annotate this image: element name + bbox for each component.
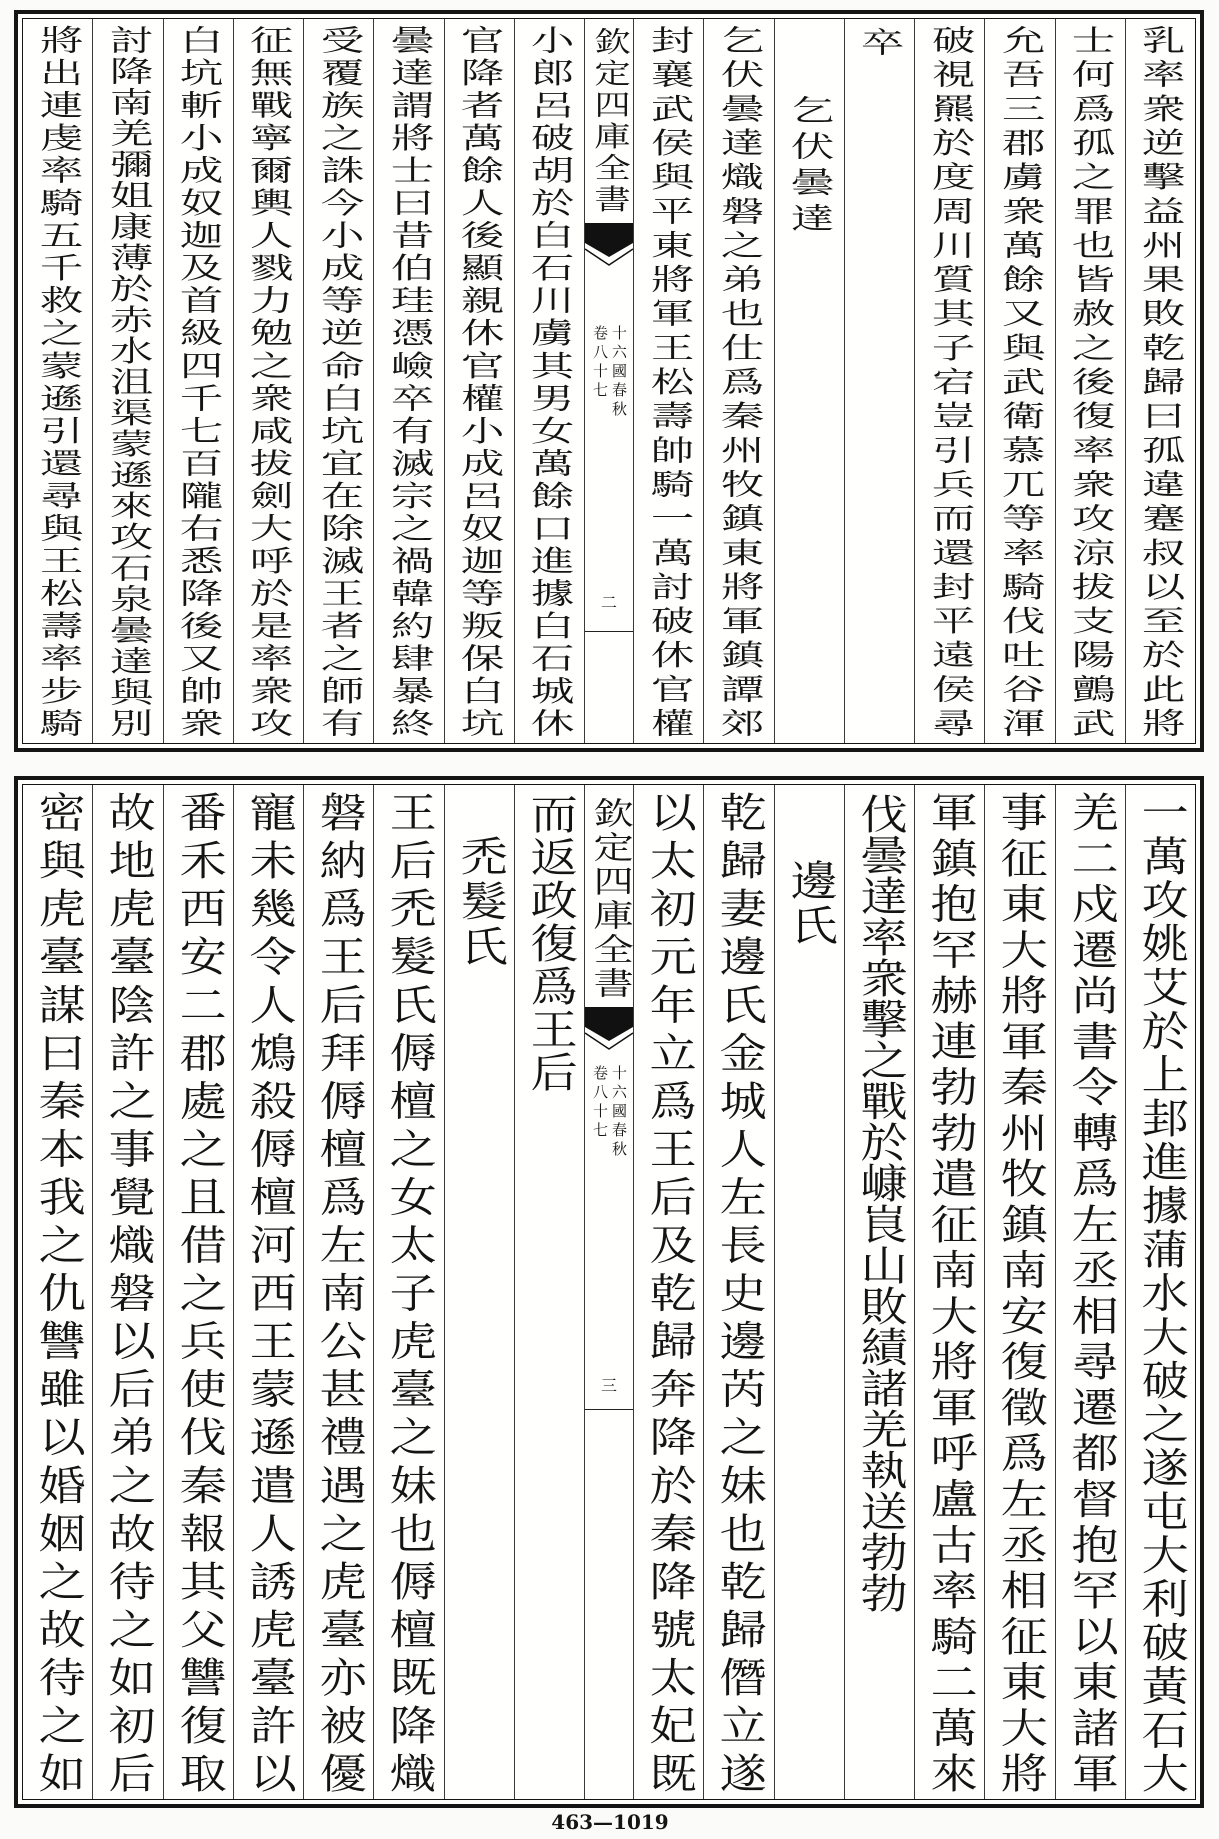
column-text: 一萬攻姚艾於上邽進據蒲水大破之遂屯大利破黃石大: [1133, 791, 1189, 1793]
text-column: [373, 785, 443, 1799]
column-text: 小郎呂破胡於白石川虜其男女萬餘口進據白石城休: [525, 25, 577, 737]
column-text: 磐納爲王后拜傉檀爲左南公甚禮遇之虎臺亦被優: [311, 791, 367, 1793]
column-text: 將出連虔率騎五千救之蒙遜引還尋與王松壽率步騎: [33, 25, 85, 737]
text-column: [984, 19, 1054, 743]
text-column: [163, 19, 233, 743]
heading-column: [444, 785, 514, 1799]
fold-volume: 卷八十七: [591, 325, 609, 401]
text-column: [233, 785, 303, 1799]
leaf-inner-frame: [22, 784, 1196, 1800]
short-text-column: [514, 785, 584, 1799]
section-heading: 乞伏曇達: [785, 95, 837, 239]
column-text: 事征東大將軍秦州牧鎮南安復徵爲左丞相征東大將: [992, 791, 1049, 1793]
text-column: [1055, 19, 1125, 743]
text-column: [514, 19, 584, 743]
text-column: [23, 19, 92, 743]
text-column: [703, 785, 773, 1799]
column-text: 番禾西安二郡處之且借之兵使伐秦報其父讐復取: [171, 791, 227, 1793]
text-column: [92, 19, 162, 743]
column-text: 乳率衆逆擊益州果敗乾歸曰孤違蹇叔以至於此將: [1136, 25, 1188, 737]
text-column: [373, 19, 443, 743]
column-text: 卒: [855, 27, 907, 56]
text-column: [633, 785, 703, 1799]
section-heading: 禿髮氏: [452, 835, 508, 970]
column-text: 受覆族之誅今小成等逆命白坑宜在除滅王者之師有: [314, 25, 366, 737]
short-text-column: [844, 785, 914, 1799]
text-column: [92, 785, 162, 1799]
column-text: 官降者萬餘人後顯親休官權小成呂奴迦等叛保白坑: [455, 25, 507, 737]
text-column: [23, 785, 92, 1799]
fold-work-title: 十六國春秋: [610, 325, 628, 420]
fish-tail-mark: [585, 223, 633, 269]
column-text: 曇達謂將士曰昔伯珪憑嶮卒有滅宗之禍韓約肆暴終: [384, 25, 436, 737]
heading-column: [774, 19, 844, 743]
fold-bottom-rule: [585, 631, 633, 632]
fold-book-title: 欽定四庫全書: [588, 27, 632, 216]
column-text: 封襄武侯與平東將軍王松壽帥騎一萬討破休官權: [644, 25, 696, 737]
column-text: 王后禿髮氏傉檀之女太子虎臺之妹也傉檀既降熾: [381, 791, 438, 1793]
column-text: 征無戰寧爾輿人戮力勉之衆咸拔劍大呼於是率衆攻: [244, 25, 296, 737]
column-text: 伐曇達率衆擊之戰於嵻峎山敗績諸羌執送勃勃: [852, 793, 908, 1613]
center-fold: [584, 19, 633, 743]
column-text: 討降南羌彌姐康薄於赤水沮渠蒙遜來攻石泉曇達與別: [103, 25, 155, 737]
text-column: [1055, 785, 1125, 1799]
column-text: 以太初元年立爲王后及乾歸奔降於秦降號太妃既: [641, 791, 697, 1793]
text-column: [303, 19, 373, 743]
leaf-inner-frame: [22, 18, 1196, 744]
text-column: [444, 19, 514, 743]
column-text: 羌二戍遷尚書令轉爲左丞相尋遷都督抱罕以東諸軍: [1063, 791, 1119, 1793]
heading-column: [774, 785, 844, 1799]
fish-tail-mark: [585, 1007, 633, 1053]
short-text-column: [844, 19, 914, 743]
fold-work-title: 十六國春秋: [610, 1065, 628, 1160]
text-column: [914, 19, 984, 743]
section-heading: 邊氏: [782, 859, 838, 949]
book-leaf-top: [14, 10, 1204, 752]
fold-bottom-rule: [585, 1409, 633, 1410]
column-text: 而返政復爲王后: [522, 793, 578, 1094]
fold-leaf-number: 三: [600, 1376, 617, 1395]
column-text: 乾歸妻邊氏金城人左長史邊芮之妹也乾歸僭立遂: [711, 791, 768, 1793]
text-column: [633, 19, 703, 743]
column-text: 密與虎臺謀曰秦本我之仇讐雖以婚姻之故待之如: [30, 791, 86, 1793]
column-text: 士何爲孤之罪也皆赦之後復率衆攻涼拔支陽鸇武: [1066, 25, 1118, 737]
fold-leaf-number: 二: [600, 593, 617, 612]
column-text: 白坑斬小成奴迦及首級四千七百隴右悉降後又帥衆: [174, 25, 226, 737]
column-text: 軍鎮抱罕赫連勃勃遣征南大將軍呼盧古率騎二萬來: [922, 791, 978, 1793]
text-column: [233, 19, 303, 743]
text-column: [163, 785, 233, 1799]
text-column: [1125, 785, 1195, 1799]
column-text: 乞伏曇達熾磐之弟也仕爲秦州牧鎮東將軍鎮譚郊: [714, 25, 766, 737]
column-text: 故地虎臺陰許之事覺熾磐以后弟之故待之如初后: [100, 791, 157, 1793]
text-column: [303, 785, 373, 1799]
text-column: [984, 785, 1054, 1799]
column-text: 寵未幾令人鴆殺傉檀河西王蒙遜遣人誘虎臺許以: [241, 791, 297, 1793]
center-fold: [584, 785, 633, 1799]
text-column: [703, 19, 773, 743]
fold-volume: 卷八十七: [591, 1065, 609, 1141]
column-text: 破視羆於度周川質其子宕豈引兵而還封平遠侯尋: [925, 25, 977, 737]
text-column: [1125, 19, 1195, 743]
book-leaf-bottom: [14, 776, 1204, 1808]
text-column: [914, 785, 984, 1799]
page-footer-number: 463—1019: [551, 1810, 669, 1834]
fold-book-title: 欽定四庫全書: [585, 797, 633, 1001]
column-text: 允吾三郡虜衆萬餘又與武衛慕兀等率騎伐吐谷渾: [995, 25, 1047, 737]
